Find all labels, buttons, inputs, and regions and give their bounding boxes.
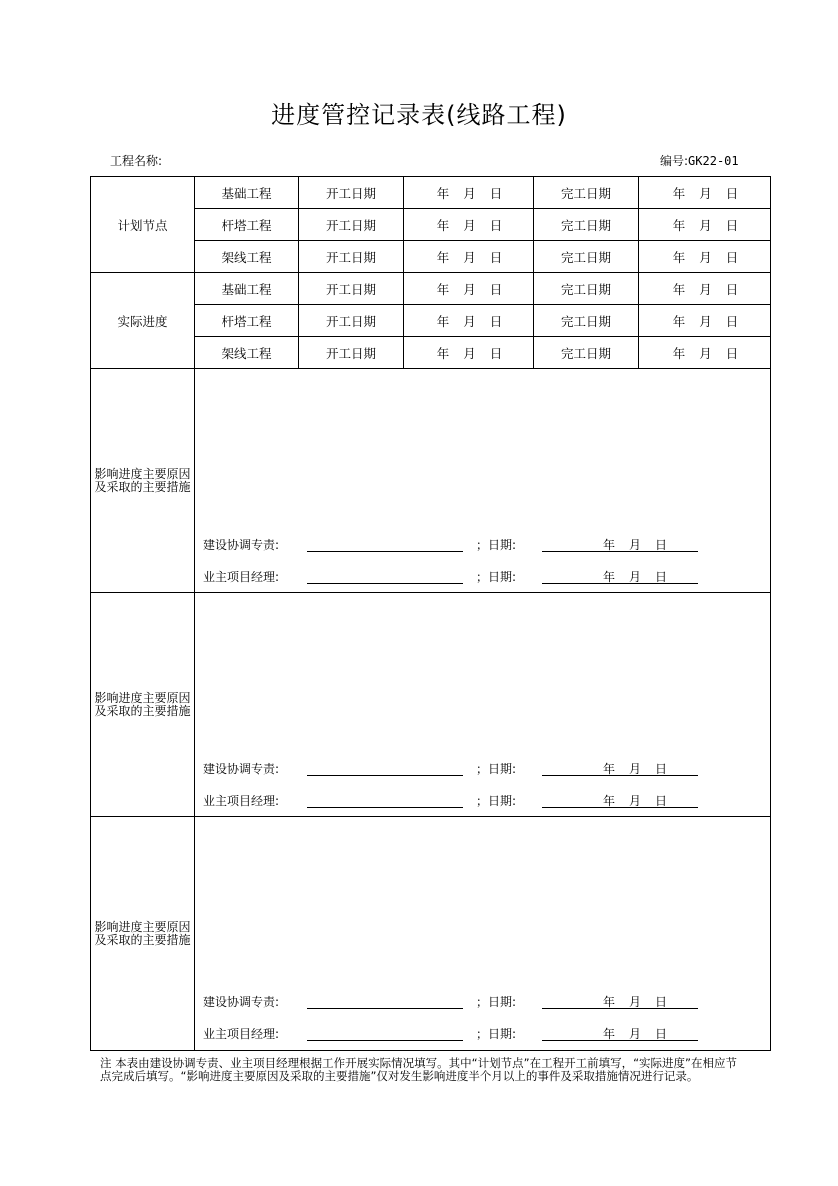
end-date-label: 完工日期: [534, 241, 639, 273]
coordinator-label: 建设协调专责:: [203, 995, 280, 1009]
coordinator-sign-row: [203, 993, 770, 1011]
start-date-field[interactable]: 年 月 日: [404, 305, 534, 337]
table-row: [91, 273, 771, 305]
reason-body[interactable]: [195, 369, 771, 593]
item-cell: 基础工程: [195, 273, 299, 305]
date-label: ；日期:: [476, 794, 517, 808]
end-date-label: 完工日期: [534, 273, 639, 305]
form-code-label: 编号:: [660, 154, 689, 168]
reason-label: 影响进度主要原因及采取的主要措施: [91, 369, 195, 593]
date-label: ；日期:: [476, 570, 517, 584]
manager-label: 业主项目经理:: [203, 570, 280, 584]
progress-table: [90, 176, 771, 1051]
manager-sign-field[interactable]: [307, 583, 463, 584]
end-date-field[interactable]: 年 月 日: [639, 241, 771, 273]
manager-sign-row: [203, 568, 770, 586]
form-code: [660, 152, 739, 169]
sign-date: 年 月 日: [603, 570, 668, 584]
date-label: ；日期:: [476, 762, 517, 776]
start-date-label: 开工日期: [299, 273, 404, 305]
item-cell: 杆塔工程: [195, 209, 299, 241]
reason-section: [91, 817, 771, 1051]
reason-body[interactable]: [195, 817, 771, 1051]
date-label: ；日期:: [476, 538, 517, 552]
planned-nodes-label: 计划节点: [91, 177, 195, 273]
start-date-label: 开工日期: [299, 177, 404, 209]
actual-progress-label: 实际进度: [91, 273, 195, 369]
item-cell: 杆塔工程: [195, 305, 299, 337]
start-date-label: 开工日期: [299, 305, 404, 337]
reason-section: [91, 593, 771, 817]
end-date-field[interactable]: 年 月 日: [639, 305, 771, 337]
reason-label: 影响进度主要原因及采取的主要措施: [91, 593, 195, 817]
sign-date: 年 月 日: [603, 995, 668, 1009]
start-date-field[interactable]: 年 月 日: [404, 209, 534, 241]
end-date-label: 完工日期: [534, 337, 639, 369]
reason-label: 影响进度主要原因及采取的主要措施: [91, 817, 195, 1051]
table-row: [91, 177, 771, 209]
end-date-field[interactable]: 年 月 日: [639, 337, 771, 369]
sign-date: 年 月 日: [603, 1027, 668, 1041]
manager-sign-field[interactable]: [307, 807, 463, 808]
coordinator-sign-field[interactable]: [307, 775, 463, 776]
coordinator-label: 建设协调专责:: [203, 762, 280, 776]
end-date-field[interactable]: 年 月 日: [639, 273, 771, 305]
start-date-label: 开工日期: [299, 337, 404, 369]
item-cell: 架线工程: [195, 337, 299, 369]
sign-date: 年 月 日: [603, 762, 668, 776]
start-date-field[interactable]: 年 月 日: [404, 241, 534, 273]
date-label: ；日期:: [476, 995, 517, 1009]
coordinator-sign-field[interactable]: [307, 1008, 463, 1009]
end-date-label: 完工日期: [534, 305, 639, 337]
start-date-label: 开工日期: [299, 241, 404, 273]
project-name-label: 工程名称:: [110, 154, 163, 168]
coordinator-sign-field[interactable]: [307, 551, 463, 552]
start-date-field[interactable]: 年 月 日: [404, 273, 534, 305]
coordinator-label: 建设协调专责:: [203, 538, 280, 552]
manager-sign-row: [203, 1025, 770, 1043]
footnote: 注 本表由建设协调专责、业主项目经理根据工作开展实际情况填写。其中“计划节点”在工程开工前填写，“实际进度”在相应节点完成后填写。“影响进度主要原因及采取的主要措施”仅对发生影响进度半个月以上的事件及采取措施情况进行记录。: [100, 1056, 737, 1083]
manager-label: 业主项目经理:: [203, 794, 280, 808]
coordinator-sign-row: [203, 760, 770, 778]
coordinator-sign-row: [203, 536, 770, 554]
sign-date: 年 月 日: [603, 794, 668, 808]
item-cell: 基础工程: [195, 177, 299, 209]
reason-body[interactable]: [195, 593, 771, 817]
end-date-label: 完工日期: [534, 209, 639, 241]
start-date-field[interactable]: 年 月 日: [404, 337, 534, 369]
manager-label: 业主项目经理:: [203, 1027, 280, 1041]
form-code-value: GK22-01: [688, 154, 739, 168]
item-cell: 架线工程: [195, 241, 299, 273]
end-date-field[interactable]: 年 月 日: [639, 177, 771, 209]
manager-sign-row: [203, 792, 770, 810]
end-date-field[interactable]: 年 月 日: [639, 209, 771, 241]
sign-date: 年 月 日: [603, 538, 668, 552]
manager-sign-field[interactable]: [307, 1040, 463, 1041]
date-label: ；日期:: [476, 1027, 517, 1041]
page-title: 进度管控记录表(线路工程): [271, 101, 567, 129]
start-date-field[interactable]: 年 月 日: [404, 177, 534, 209]
reason-section: [91, 369, 771, 593]
end-date-label: 完工日期: [534, 177, 639, 209]
start-date-label: 开工日期: [299, 209, 404, 241]
